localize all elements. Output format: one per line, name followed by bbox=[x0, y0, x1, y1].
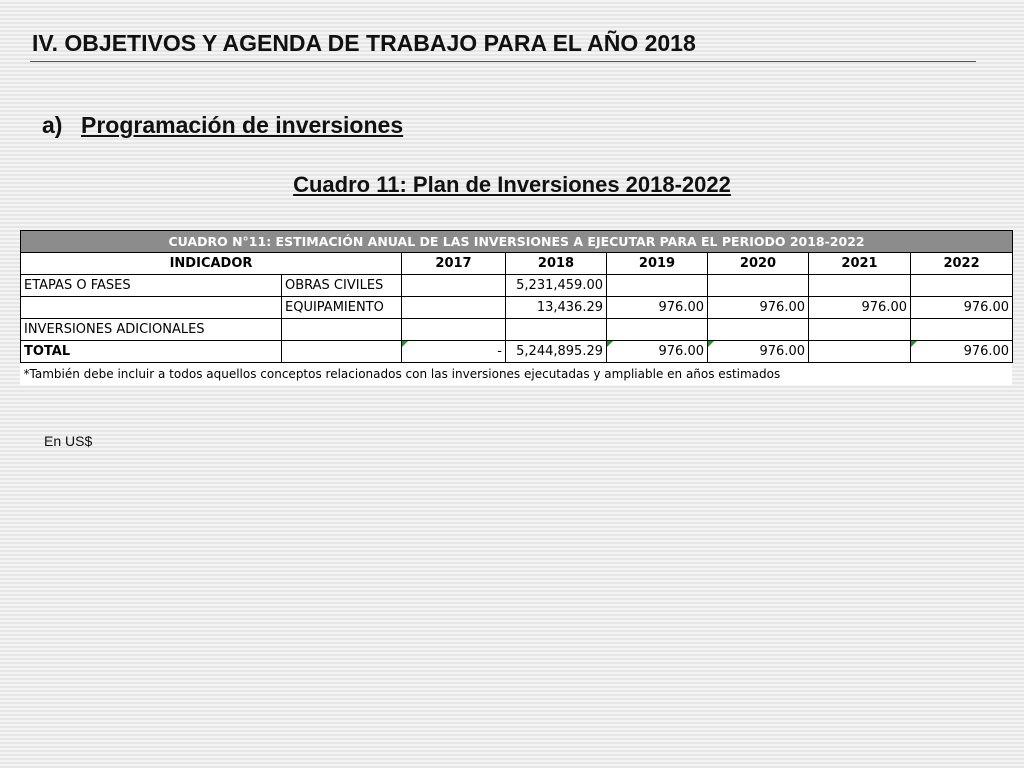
table-cell bbox=[911, 341, 1013, 363]
cell-indicator-flag bbox=[708, 341, 714, 347]
table-footnote: *También debe incluir a todos aquellos conceptos relacionados con las inversiones ejecutadas y ampliable en años estimados bbox=[21, 363, 1013, 385]
table-cell: 976.00 bbox=[607, 297, 708, 319]
cell-indicator-flag bbox=[911, 341, 917, 347]
table-title: CUADRO N°11: ESTIMACIÓN ANUAL DE LAS INVERSIONES A EJECUTAR PARA EL PERIODO 2018-2022 bbox=[21, 231, 1013, 253]
year-header: 2017 bbox=[402, 253, 506, 275]
year-header: 2019 bbox=[607, 253, 708, 275]
table-cell bbox=[809, 341, 911, 363]
row-sublabel: OBRAS CIVILES bbox=[282, 275, 402, 297]
table-cell: 5,244,895.29 bbox=[506, 341, 607, 363]
section-title: IV. OBJETIVOS Y AGENDA DE TRABAJO PARA EL AÑO 2018 bbox=[32, 30, 696, 56]
table-cell bbox=[911, 275, 1013, 297]
cell-indicator-flag bbox=[402, 341, 408, 347]
subsection-marker: a) bbox=[42, 112, 63, 138]
indicator-header: INDICADOR bbox=[21, 253, 402, 275]
table-cell bbox=[708, 341, 809, 363]
table-cell bbox=[607, 275, 708, 297]
cell-value: 976.00 bbox=[658, 344, 704, 359]
subsection-title: Programación de inversiones bbox=[81, 112, 404, 138]
table-cell bbox=[708, 319, 809, 341]
column-header-row bbox=[21, 253, 1013, 275]
row-sublabel: EQUIPAMIENTO bbox=[282, 297, 402, 319]
year-header: 2020 bbox=[708, 253, 809, 275]
investment-table bbox=[20, 230, 1013, 385]
row-sublabel bbox=[282, 341, 402, 363]
footnote-row bbox=[21, 363, 1013, 385]
table-cell: 5,231,459.00 bbox=[506, 275, 607, 297]
table-title-row bbox=[21, 231, 1013, 253]
cell-indicator-flag bbox=[607, 341, 613, 347]
table-cell bbox=[402, 319, 506, 341]
table-cell: 976.00 bbox=[708, 297, 809, 319]
row-label bbox=[21, 297, 282, 319]
table-row bbox=[21, 297, 1013, 319]
table-cell bbox=[402, 297, 506, 319]
table-cell bbox=[911, 319, 1013, 341]
table-caption: Cuadro 11: Plan de Inversiones 2018-2022 bbox=[293, 172, 731, 197]
table-row bbox=[21, 319, 1013, 341]
cell-value: 976.00 bbox=[963, 344, 1010, 359]
row-sublabel bbox=[282, 319, 402, 341]
year-header: 2022 bbox=[911, 253, 1013, 275]
table-row bbox=[21, 275, 1013, 297]
table-cell bbox=[607, 319, 708, 341]
table-cell bbox=[402, 275, 506, 297]
investment-table-container bbox=[20, 230, 1012, 385]
table-cell bbox=[809, 319, 911, 341]
subsection-heading bbox=[42, 112, 403, 139]
title-underline bbox=[30, 61, 976, 62]
table-cell bbox=[402, 341, 506, 363]
currency-note: En US$ bbox=[44, 433, 93, 449]
row-label: INVERSIONES ADICIONALES bbox=[21, 319, 282, 341]
table-cell: 976.00 bbox=[809, 297, 911, 319]
table-cell bbox=[809, 275, 911, 297]
total-row bbox=[21, 341, 1013, 363]
table-cell bbox=[708, 275, 809, 297]
row-label: TOTAL bbox=[21, 341, 282, 363]
table-cell: 976.00 bbox=[911, 297, 1013, 319]
row-label: ETAPAS O FASES bbox=[21, 275, 282, 297]
year-header: 2018 bbox=[506, 253, 607, 275]
table-cell: 13,436.29 bbox=[506, 297, 607, 319]
table-cell bbox=[506, 319, 607, 341]
table-cell bbox=[607, 341, 708, 363]
cell-value: 976.00 bbox=[759, 344, 805, 359]
year-header: 2021 bbox=[809, 253, 911, 275]
cell-value: - bbox=[497, 344, 502, 359]
